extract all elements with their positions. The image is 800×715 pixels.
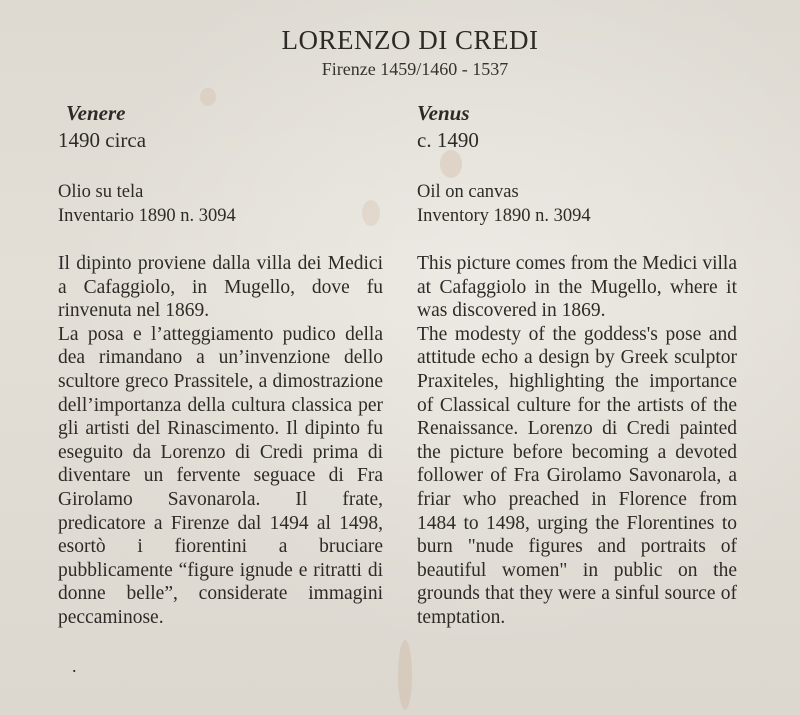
description-it <box>58 252 383 630</box>
english-column <box>417 100 737 630</box>
description-paragraph: La posa e l’atteggiamento pudico della dea rimandano a un’invenzione dello scultore greco Prassitele, a dimostrazione dell’importanza della cultura classica per gli artisti del Rinascimento. Il dipinto fu eseguito da Lorenzo di Credi prima di diventare un fervente seguace di Fra Girolamo Savonarola. Il frate, predicatore a Firenze dal 1494 al 1498, esortò i fiorentini a bruciare pubblicamente “figure ignude e ritratti di donne belle”, considerate immagini peccaminose. <box>58 323 383 628</box>
inventory-number-it: Inventario 1890 n. 3094 <box>58 206 236 226</box>
artwork-medium-en: Oil on canvas <box>417 182 519 202</box>
artist-name: LORENZO DI CREDI <box>281 25 539 55</box>
artwork-title-it: Venere <box>66 101 126 125</box>
artist-dates: Firenze 1459/1460 - 1537 <box>321 59 509 79</box>
description-paragraph: Il dipinto proviene dalla villa dei Medici a Cafaggiolo, in Mugello, dove fu rinvenuta nel 1869. <box>58 253 383 322</box>
stray-mark: . <box>72 656 77 676</box>
label-header <box>0 22 800 80</box>
artwork-medium-it: Olio su tela <box>58 182 144 202</box>
artwork-date-en: c. 1490 <box>417 128 479 152</box>
italian-column <box>58 100 383 630</box>
artwork-date-it: 1490 circa <box>58 128 147 152</box>
description-paragraph: The modesty of the goddess's pose and attitude echo a design by Greek sculptor Praxiteles, highlighting the importance of Classical culture for the artists of the Renaissance. Lorenzo di Credi painted the picture before becoming a devoted follower of Fra Girolamo Savonarola, a friar who preached in Florence from 1484 to 1498, urging the Florentines to burn "nude figures and portraits of beautiful women" in public on the grounds that they were a sinful source of temptation. <box>417 323 737 628</box>
inventory-number-en: Inventory 1890 n. 3094 <box>417 206 591 226</box>
paper-stain <box>398 640 412 710</box>
artwork-title-en: Venus <box>417 101 470 125</box>
description-paragraph: This picture comes from the Medici villa at Cafaggiolo in the Mugello, where it was discovered in 1869. <box>417 253 737 322</box>
description-en <box>417 252 737 630</box>
